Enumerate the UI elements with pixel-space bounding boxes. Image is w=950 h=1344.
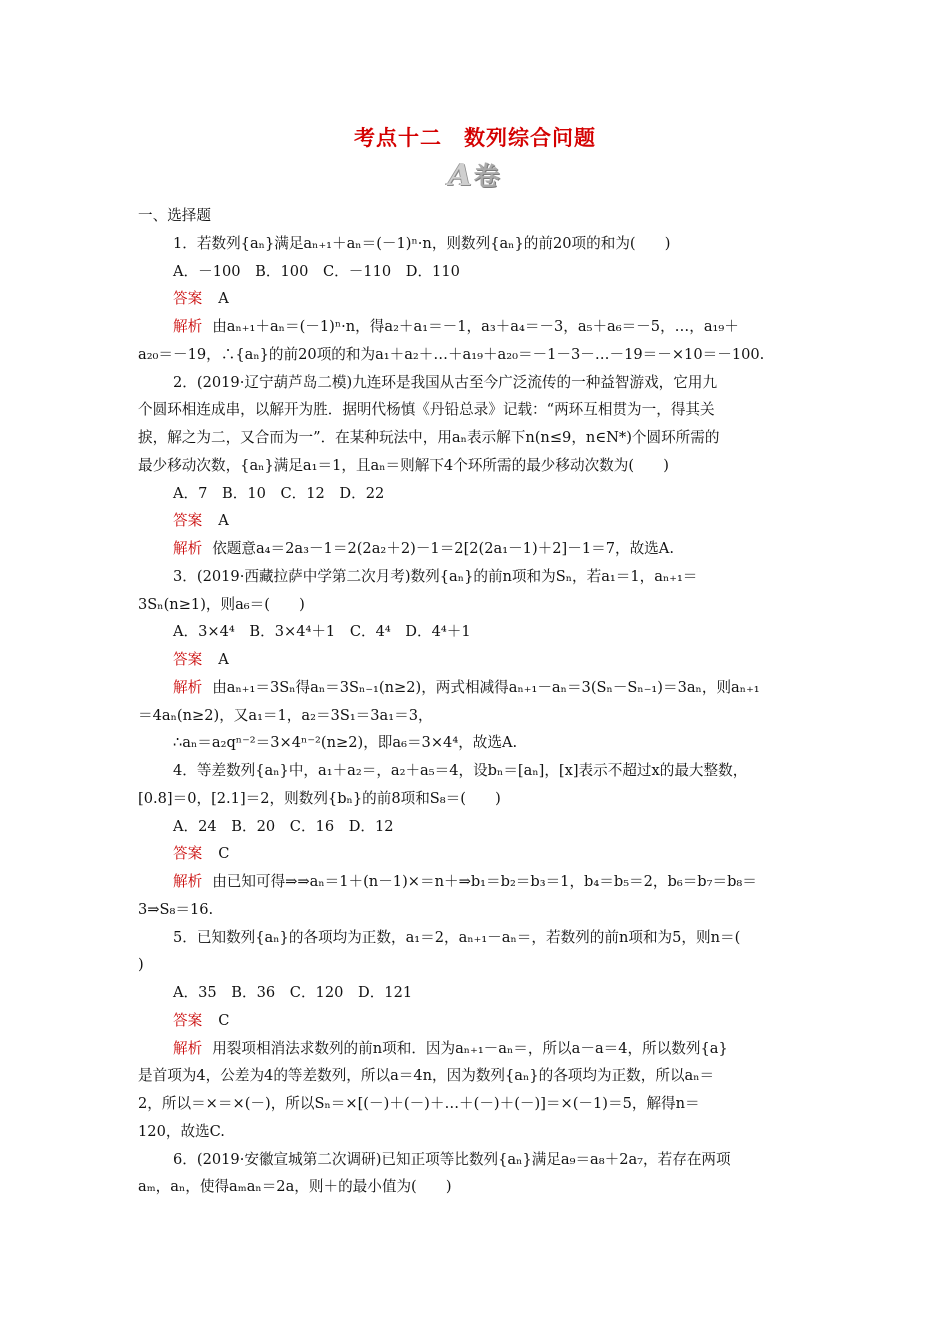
analysis-label: 解析 <box>173 1039 203 1057</box>
question-5-stem-cont: ) <box>138 956 144 974</box>
question-5-analysis-cont: 120，故选C. <box>138 1122 225 1140</box>
question-2-stem: 2．(2019·辽宁葫芦岛二模)九连环是我国从古至今广泛流传的一种益智游戏，它用九 <box>173 373 718 391</box>
section-a-logo <box>0 156 950 193</box>
question-1-analysis-cont: a₂₀＝－19，∴{aₙ}的前20项的和为a₁＋a₂＋…＋a₁₉＋a₂₀＝－1－3－…－19＝－×10＝－100. <box>138 345 765 363</box>
question-3-analysis <box>138 674 814 702</box>
section-heading: 一、选择题 <box>138 207 211 224</box>
analysis-label: 解析 <box>173 318 203 335</box>
title-subject: 数列综合问题 <box>464 126 596 150</box>
question-6-stem: 6．(2019·安徽宣城第二次调研)已知正项等比数列{aₙ}满足a₉＝a₈＋2a₇，若存在两项 <box>173 1150 731 1168</box>
answer-label: 答案 <box>173 290 203 308</box>
question-1-stem: 1．若数列{aₙ}满足aₙ₊₁＋aₙ＝(－1)ⁿ·n，则数列{aₙ}的前20项的和为( ) <box>173 234 671 252</box>
section-letter: A <box>448 158 474 193</box>
question-5-options: A．35 B．36 C．120 D．121 <box>173 984 413 1001</box>
question-4-stem: 4．等差数列{aₙ}中，a₁＋a₂＝，a₂＋a₅＝4，设bₙ＝[aₙ]，[x]表示不超过x的最大整数， <box>173 762 748 779</box>
analysis-text: 由aₙ₊₁＝3Sₙ得aₙ＝3Sₙ₋₁(n≥2)，两式相减得aₙ₊₁－aₙ＝3(Sₙ－Sₙ₋₁)＝3aₙ，则aₙ₊₁ <box>212 678 760 696</box>
answer-value: A <box>218 512 229 530</box>
question-3-options: A．3×4⁴ B．3×4⁴＋1 C．4⁴ D．4⁴＋1 <box>173 623 471 641</box>
question-5-analysis <box>138 1035 814 1063</box>
analysis-label: 解析 <box>173 678 203 696</box>
question-5-analysis-cont: 2，所以＝×＝×(－)，所以Sₙ＝×[(－)＋(－)＋…＋(－)＋(－)]＝×(－1)＝5，解得n＝ <box>138 1095 700 1112</box>
question-2-stem-cont: 捩，解之为二，又合而为一”．在某种玩法中，用aₙ表示解下n(n≤9，n∈N*)个圆环所需的 <box>138 429 720 446</box>
question-5-stem: 5．已知数列{aₙ}的各项均为正数，a₁＝2，aₙ₊₁－aₙ＝，若数列的前n项和为5，则n＝( <box>173 928 741 946</box>
answer-label: 答案 <box>173 845 203 863</box>
analysis-text: 由已知可得⇒⇒aₙ＝1＋(n－1)×＝n＋⇒b₁＝b₂＝b₃＝1，b₄＝b₅＝2，b₆＝b₇＝b₈＝ <box>212 873 757 890</box>
analysis-label: 解析 <box>173 873 203 890</box>
question-4-options: A．24 B．20 C．16 D．12 <box>173 817 394 835</box>
question-2-answer <box>138 507 814 535</box>
question-3-analysis-cont: ∴aₙ＝a₂qⁿ⁻²＝3×4ⁿ⁻²(n≥2)，即a₆＝3×4⁴，故选A. <box>173 734 518 752</box>
analysis-label: 解析 <box>173 540 203 557</box>
question-1-analysis <box>138 313 814 341</box>
answer-value: A <box>218 651 229 668</box>
question-3-answer <box>138 646 814 674</box>
question-3-stem-cont: 3Sₙ(n≥1)，则a₆＝( ) <box>138 595 305 613</box>
question-5-answer <box>138 1007 814 1035</box>
question-1-options: A．－100 B．100 C．－110 D．110 <box>173 262 460 280</box>
question-3-analysis-cont: ＝4aₙ(n≥2)，又a₁＝1，a₂＝3S₁＝3a₁＝3， <box>138 706 433 724</box>
question-body <box>138 202 814 1201</box>
answer-label: 答案 <box>173 1011 203 1029</box>
analysis-text: 用裂项相消法求数列的前n项和．因为aₙ₊₁－aₙ＝，所以a－a＝4，所以数列{a} <box>212 1039 728 1057</box>
question-2-options: A．7 B．10 C．12 D．22 <box>173 484 385 502</box>
question-2-stem-cont: 个圆环相连成串，以解开为胜．据明代杨慎《丹铅总录》记载：“两环互相贯为一，得其关 <box>138 401 715 419</box>
question-2-stem-cont: 最少移动次数，{aₙ}满足a₁＝1，且aₙ＝则解下4个环所需的最少移动次数为( ) <box>138 456 669 474</box>
question-5-analysis-cont: 是首项为4，公差为4的等差数列，所以a＝4n，因为数列{aₙ}的各项均为正数，所以aₙ＝ <box>138 1067 715 1085</box>
answer-value: A <box>218 290 229 308</box>
page-title <box>0 122 950 152</box>
answer-label: 答案 <box>173 651 203 668</box>
analysis-text: 依题意a₄＝2a₃－1＝2(2a₂＋2)－1＝2[2(2a₁－1)＋2]－1＝7，故选A. <box>212 540 674 557</box>
question-4-analysis-cont: 3⇒S₈＝16. <box>138 900 214 918</box>
question-2-analysis <box>138 535 814 563</box>
answer-label: 答案 <box>173 512 203 530</box>
title-topic: 考点十二 <box>354 126 442 150</box>
question-6-stem-cont: aₘ，aₙ，使得aₘaₙ＝2a，则＋的最小值为( ) <box>138 1178 452 1196</box>
question-4-answer <box>138 840 814 868</box>
analysis-text: 由aₙ₊₁＋aₙ＝(－1)ⁿ·n，得a₂＋a₁＝－1，a₃＋a₄＝－3，a₅＋a₆＝－5，…，a₁₉＋ <box>212 318 739 335</box>
question-4-stem-cont: [0.8]＝0，[2.1]＝2，则数列{bₙ}的前8项和S₈＝( ) <box>138 789 501 807</box>
question-3-stem: 3．(2019·西藏拉萨中学第二次月考)数列{aₙ}的前n项和为Sₙ，若a₁＝1，aₙ₊₁＝ <box>173 567 698 585</box>
answer-value: C <box>218 845 230 863</box>
answer-value: C <box>218 1011 230 1029</box>
section-word: 卷 <box>473 162 502 192</box>
question-4-analysis <box>138 868 814 896</box>
question-1-answer <box>138 285 814 313</box>
